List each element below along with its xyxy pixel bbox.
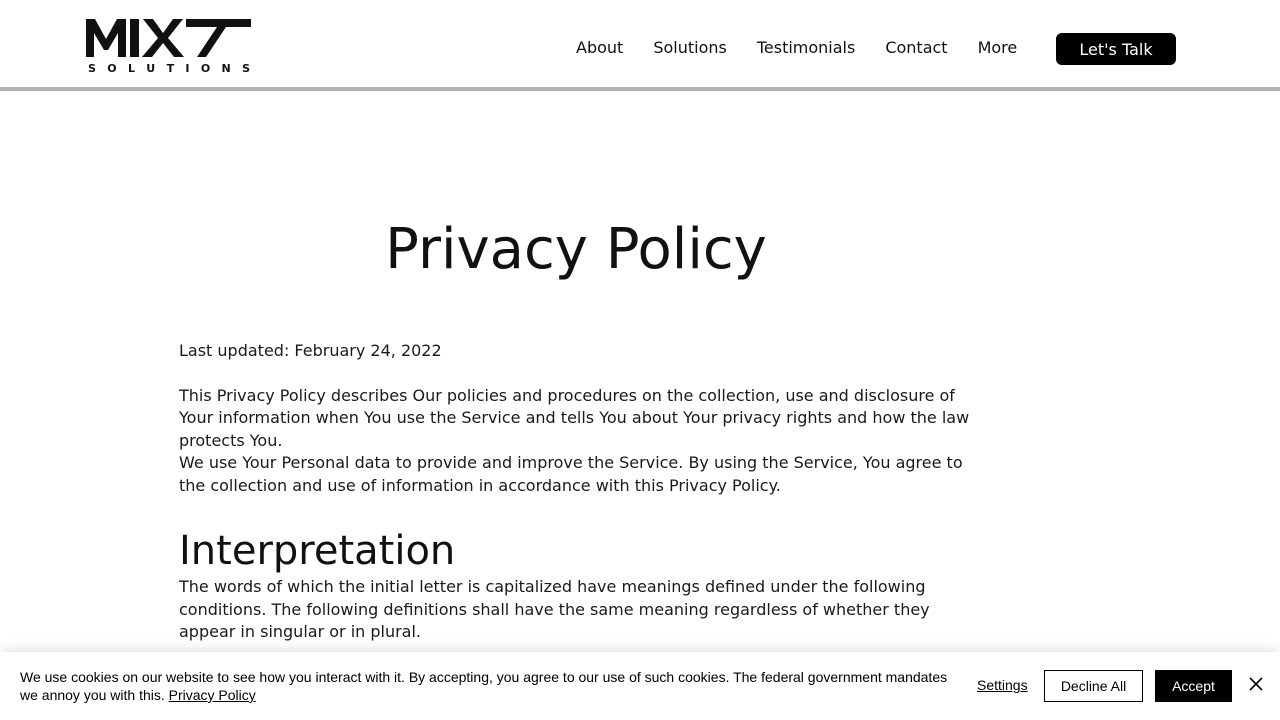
intro-paragraph: This Privacy Policy describes Our policies and procedures on the collection, use and disclosure of Your information when You use the Service and tells You about Your privacy rights and how the law protects You. bbox=[179, 385, 970, 450]
logo-letter: I bbox=[185, 62, 190, 75]
cookie-banner bbox=[0, 652, 1280, 720]
logo-letter: O bbox=[200, 62, 211, 75]
cookie-message bbox=[20, 668, 960, 704]
logo-subtitle bbox=[86, 62, 252, 75]
intro-paragraph-2: We use Your Personal data to provide and improve the Service. By using the Service, You agree to the collection and use of information in accordance with this Privacy Policy. bbox=[179, 453, 963, 495]
logo-letter: N bbox=[221, 62, 231, 75]
page-title: Privacy Policy bbox=[385, 217, 767, 282]
nav-solutions[interactable]: Solutions bbox=[653, 38, 727, 57]
logo-letter: U bbox=[146, 62, 156, 75]
cookie-message-text: We use cookies on our website to see how you interact with it. By accepting, you agree to our use of such cookies. The federal government mandates we annoy you with this. bbox=[20, 669, 948, 703]
decline-all-button[interactable]: Decline All bbox=[1044, 670, 1143, 702]
accept-button[interactable]: Accept bbox=[1155, 670, 1232, 702]
main-nav bbox=[576, 37, 1047, 59]
logo-mark bbox=[86, 17, 252, 59]
nav-about[interactable]: About bbox=[576, 38, 624, 57]
logo-letter: S bbox=[88, 62, 96, 75]
nav-testimonials[interactable]: Testimonials bbox=[756, 38, 856, 57]
close-icon[interactable] bbox=[1246, 674, 1266, 694]
logo-letter: T bbox=[166, 62, 175, 75]
cookie-settings-link[interactable]: Settings bbox=[977, 677, 1028, 693]
nav-more[interactable]: More bbox=[977, 38, 1018, 57]
header-divider bbox=[0, 87, 1280, 91]
last-updated: Last updated: February 24, 2022 bbox=[179, 341, 442, 360]
interpretation-paragraph: The words of which the initial letter is capitalized have meanings defined under the following conditions. The following definitions shall have the same meaning regardless of whether they appear in singular or in plural. bbox=[179, 577, 930, 641]
section-heading-interpretation: Interpretation bbox=[179, 528, 456, 574]
logo-letter: O bbox=[107, 62, 117, 75]
site-header bbox=[0, 0, 1280, 88]
privacy-policy-link[interactable]: Privacy Policy bbox=[168, 687, 256, 703]
logo-letter: L bbox=[127, 62, 135, 75]
logo-letter: S bbox=[242, 62, 250, 75]
nav-contact[interactable]: Contact bbox=[885, 38, 948, 57]
mixt-solutions-logo[interactable] bbox=[86, 17, 252, 77]
policy-content bbox=[179, 340, 979, 644]
lets-talk-button[interactable]: Let's Talk bbox=[1056, 33, 1176, 65]
